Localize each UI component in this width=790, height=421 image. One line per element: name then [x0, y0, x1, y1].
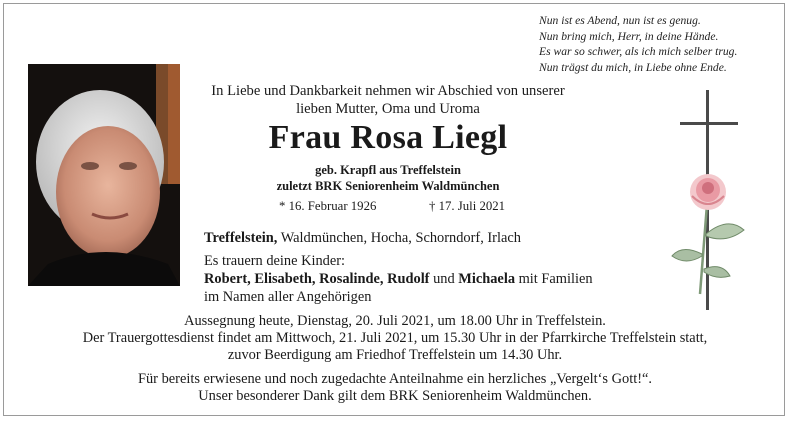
children-last: Michaela [458, 271, 516, 287]
service-line: zuvor Beerdigung am Friedhof Treffelstein um 14.30 Uhr. [227, 347, 563, 363]
mourners [204, 252, 593, 306]
cross-with-rose-icon [660, 84, 770, 314]
birth-date: * 16. Februar 1926 [279, 199, 377, 213]
children-suffix: mit Familien [515, 271, 593, 287]
deceased-name: Frau Rosa Liegl [268, 119, 508, 156]
thanks-text [20, 371, 770, 405]
intro-line: lieben Mutter, Oma und Uroma [296, 101, 480, 117]
children-names: Robert, Elisabeth, Rosalinde, Rudolf [204, 271, 430, 287]
residence-line: zuletzt BRK Seniorenheim Waldmünchen [276, 179, 500, 193]
poem-line: Nun trägst du mich, in Liebe ohne Ende. [539, 60, 727, 74]
places-line [204, 230, 521, 247]
death-date: † 17. Juli 2021 [429, 199, 506, 213]
poem [539, 13, 779, 75]
mourners-relatives: im Namen aller Angehörigen [204, 289, 372, 305]
service-line: Der Trauergottesdienst findet am Mittwoch, 21. Juli 2021, um 15.30 Uhr in der Pfarrkirche Treffelstein statt, [82, 330, 708, 346]
portrait-photo [28, 64, 180, 286]
thanks-line: Unser besonderer Dank gilt dem BRK Seniorenheim Waldmünchen. [198, 388, 592, 404]
poem-line: Es war so schwer, als ich mich selber trug. [539, 45, 738, 59]
intro-line: In Liebe und Dankbarkeit nehmen wir Abschied von unserer [211, 83, 565, 99]
poem-line: Nun ist es Abend, nun ist es genug. [539, 14, 701, 27]
birth-name-line: geb. Krapfl aus Treffelstein [315, 163, 461, 177]
mourners-intro: Es trauern deine Kinder: [204, 253, 346, 269]
place-primary: Treffelstein, [204, 230, 278, 246]
mourners-children [204, 270, 593, 288]
intro-text [196, 82, 580, 118]
name-subtitle [196, 162, 580, 194]
place-others: Waldmünchen, Hocha, Schorndorf, Irlach [277, 230, 521, 246]
thanks-line: Für bereits erwiesene und noch zugedachte Anteilnahme ein herzliches „Vergelt‘s Gott!“. [137, 371, 652, 387]
poem-line: Nun bring mich, Herr, in deine Hände. [539, 29, 719, 43]
service-info [20, 313, 770, 364]
service-line: Aussegnung heute, Dienstag, 20. Juli 2021, um 18.00 Uhr in Treffelstein. [184, 313, 606, 329]
children-and: und [429, 271, 459, 287]
